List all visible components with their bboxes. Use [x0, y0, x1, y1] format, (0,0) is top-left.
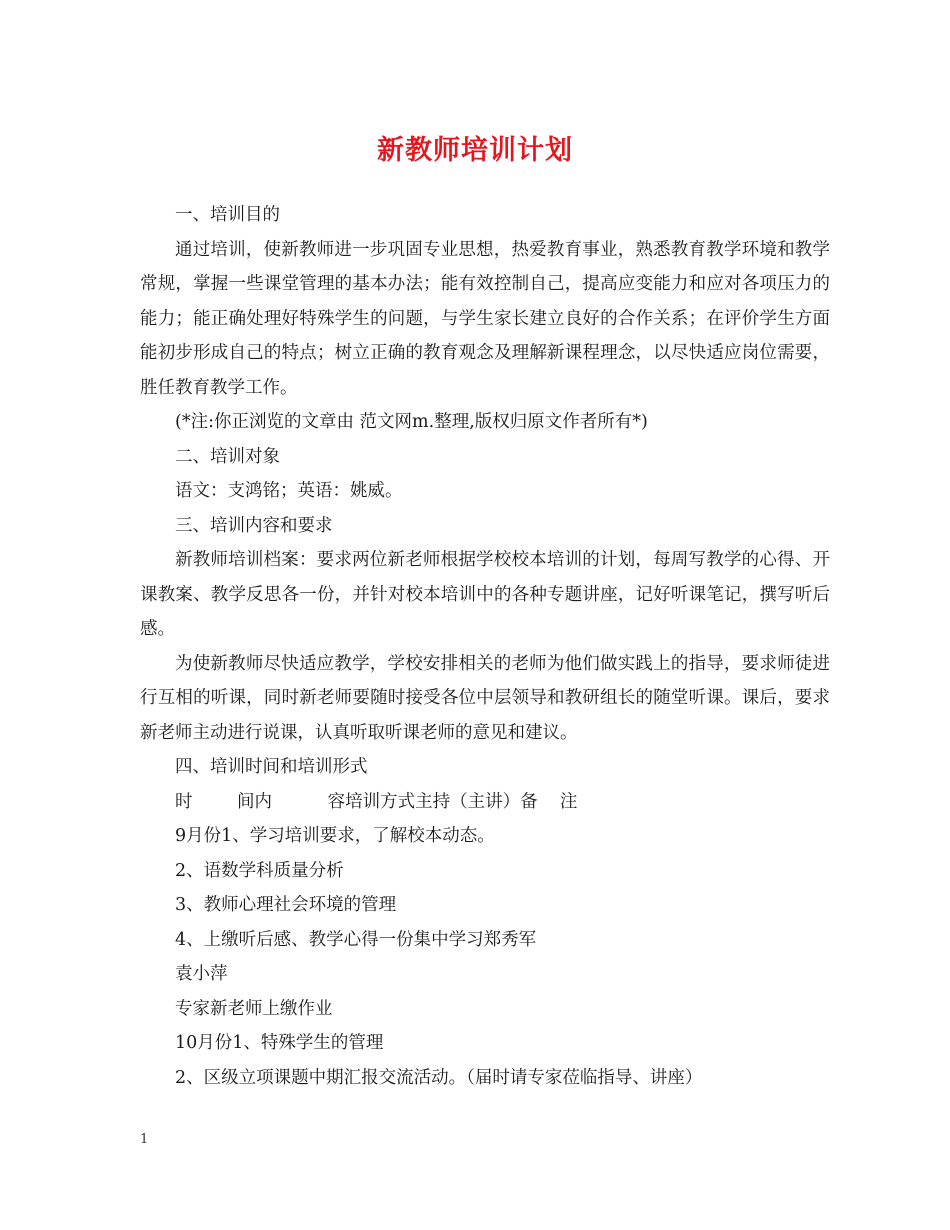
schedule-table-header: 时 间内 容培训方式主持（主讲）备 注	[175, 791, 578, 812]
section-3-paragraph-2: 为使新教师尽快适应教学，学校安排相关的老师为他们做实践上的指导，要求师徒进行互相的听课，同时新老师要随时接受各位中层领导和教研组长的随堂听课。课后，要求新老师主动进行说课，认真听取听课老师的意见和建议。	[140, 653, 830, 743]
copyright-note: (*注:你正浏览的文章由 范文网m.整理,版权归原文作者所有*)	[175, 412, 648, 432]
document-title: 新教师培训计划	[377, 135, 573, 166]
page-number: 1	[140, 1132, 149, 1147]
schedule-line: 2、区级立项课题中期汇报交流活动。（届时请专家莅临指导、讲座）	[175, 1067, 703, 1088]
document-body	[140, 198, 830, 1095]
schedule-line: 专家新老师上缴作业	[175, 998, 333, 1019]
schedule-line: 9月份1、学习培训要求，了解校本动态。	[175, 826, 495, 846]
section-2-heading: 二、培训对象	[175, 446, 280, 467]
section-3-heading: 三、培训内容和要求	[175, 515, 333, 536]
schedule-line: 3、教师心理社会环境的管理	[175, 895, 397, 915]
schedule-line: 4、上缴听后感、教学心得一份集中学习郑秀军	[175, 929, 537, 950]
section-4-heading: 四、培训时间和培训形式	[175, 757, 368, 777]
schedule-line: 10月份1、特殊学生的管理	[175, 1033, 384, 1053]
schedule-line: 2、语数学科质量分析	[175, 860, 344, 881]
section-1-paragraph: 通过培训，使新教师进一步巩固专业思想，热爱教育事业，熟悉教育教学环境和教学常规，掌握一些课堂管理的基本办法；能有效控制自己，提高应变能力和应对各项压力的能力；能正确处理好特殊学生的问题，与学生家长建立良好的合作关系；在评价学生方面能初步形成自己的特点；树立正确的教育观念及理解新课程理念，以尽快适应岗位需要，胜任教育教学工作。	[140, 239, 830, 398]
section-2-paragraph: 语文：支鸿铭；英语：姚威。	[175, 481, 403, 501]
schedule-line: 袁小萍	[175, 964, 228, 984]
section-3-paragraph-1: 新教师培训档案：要求两位新老师根据学校校本培训的计划，每周写教学的心得、开课教案、教学反思各一份，并针对校本培训中的各种专题讲座，记好听课笔记，撰写听后感。	[140, 550, 830, 639]
section-1-heading: 一、培训目的	[175, 205, 280, 225]
